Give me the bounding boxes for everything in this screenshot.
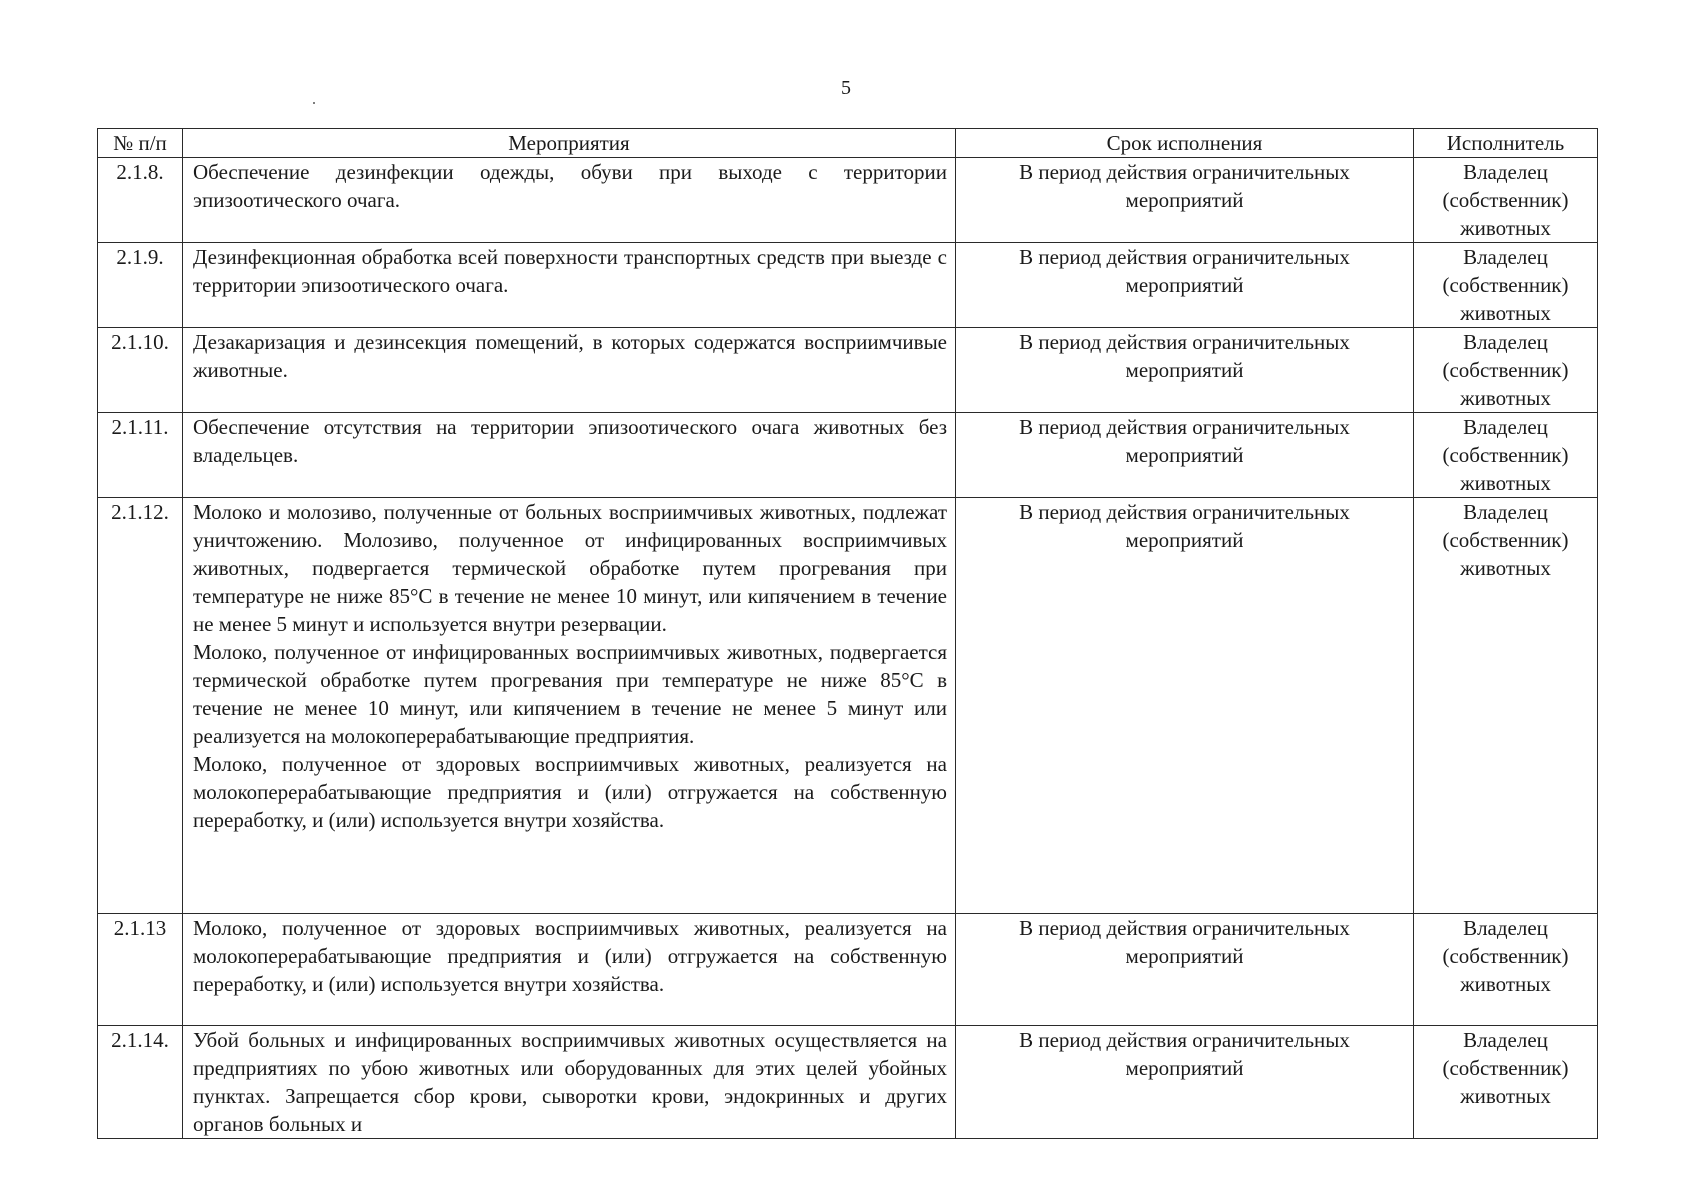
executor-line: животных [1460,556,1551,580]
header-term: Срок исполнения [956,129,1414,158]
term-line: мероприятий [1125,944,1244,968]
table-row [98,328,1598,413]
executor-line: (собственник) [1442,443,1569,467]
row-measure [183,243,956,328]
measure-paragraph: Молоко, полученное от инфицированных восприимчивых животных, подвергается термической обработке путем прогревания при температуре не ниже 85°С в течение не менее 10 минут, или кипячением в течение не менее 5 минут или реализуется на молокоперерабатывающие предприятия. [193,640,947,748]
measure-paragraph: Дезинфекционная обработка всей поверхности транспортных средств при выезде с территории эпизоотического очага. [193,245,947,297]
executor-line: животных [1460,386,1551,410]
row-term [956,413,1414,498]
row-measure [183,1026,956,1139]
row-term [956,1026,1414,1139]
term-line: В период действия ограничительных [1019,1028,1350,1052]
row-term [956,328,1414,413]
scan-speck [313,102,315,104]
row-number: 2.1.14. [98,1026,183,1139]
executor-line: (собственник) [1442,944,1569,968]
term-line: В период действия ограничительных [1019,916,1350,940]
executor-line: Владелец [1463,245,1548,269]
term-line: мероприятий [1125,188,1244,212]
executor-line: животных [1460,972,1551,996]
measure-paragraph: Молоко, полученное от здоровых восприимчивых животных, реализуется на молокоперерабатывающие предприятия и (или) отгружается на собственную переработку, и (или) используется внутри хозяйства. [193,916,947,996]
row-number: 2.1.9. [98,243,183,328]
row-executor [1414,1026,1598,1139]
executor-line: Владелец [1463,160,1548,184]
measure-paragraph: Убой больных и инфицированных восприимчивых животных осуществляется на предприятиях по убою животных или оборудованных для этих целей убойных пунктах. Запрещается сбор крови, сыворотки крови, эндокринных и других органов больных и [193,1028,947,1136]
executor-line: (собственник) [1442,358,1569,382]
term-line: В период действия ограничительных [1019,330,1350,354]
term-line: мероприятий [1125,443,1244,467]
row-executor [1414,498,1598,914]
row-executor [1414,328,1598,413]
table-body [98,158,1598,1139]
executor-line: Владелец [1463,500,1548,524]
executor-line: (собственник) [1442,188,1569,212]
term-line: В период действия ограничительных [1019,415,1350,439]
row-number: 2.1.13 [98,914,183,1026]
row-measure [183,914,956,1026]
term-line: В период действия ограничительных [1019,245,1350,269]
executor-line: (собственник) [1442,273,1569,297]
term-line: мероприятий [1125,358,1244,382]
term-line: мероприятий [1125,1056,1244,1080]
table-row [98,914,1598,1026]
executor-line: животных [1460,216,1551,240]
executor-line: Владелец [1463,415,1548,439]
executor-line: животных [1460,1084,1551,1108]
row-number: 2.1.12. [98,498,183,914]
row-executor [1414,158,1598,243]
measure-paragraph: Молоко и молозиво, полученные от больных восприимчивых животных, подлежат уничтожению. Молозиво, полученное от инфицированных восприимчивых животных, подвергается термической обработке путем прогревания при температуре не ниже 85°С в течение не менее 10 минут, или кипячением в течение не менее 5 минут и используется внутри резервации. [193,500,947,636]
row-term [956,498,1414,914]
executor-line: (собственник) [1442,528,1569,552]
row-number: 2.1.10. [98,328,183,413]
header-row [98,129,1598,158]
page-number: 5 [841,77,851,99]
table-row [98,243,1598,328]
table-header [98,129,1598,158]
header-measures: Мероприятия [183,129,956,158]
measure-paragraph: Молоко, полученное от здоровых восприимчивых животных, реализуется на молокоперерабатывающие предприятия и (или) отгружается на собственную переработку, и (или) используется внутри хозяйства. [193,752,947,832]
row-term [956,914,1414,1026]
row-measure [183,328,956,413]
row-number: 2.1.11. [98,413,183,498]
term-line: мероприятий [1125,528,1244,552]
measures-table [97,128,1598,1139]
row-measure [183,498,956,914]
term-line: В период действия ограничительных [1019,160,1350,184]
table-row [98,158,1598,243]
table-row [98,498,1598,914]
executor-line: Владелец [1463,330,1548,354]
executor-line: животных [1460,301,1551,325]
header-executor: Исполнитель [1414,129,1598,158]
row-number: 2.1.8. [98,158,183,243]
row-executor [1414,413,1598,498]
term-line: мероприятий [1125,273,1244,297]
executor-line: (собственник) [1442,1056,1569,1080]
header-number: № п/п [98,129,183,158]
executor-line: животных [1460,471,1551,495]
measure-paragraph: Обеспечение отсутствия на территории эпизоотического очага животных без владельцев. [193,415,947,467]
measure-paragraph: Обеспечение дезинфекции одежды, обуви при выходе с территории эпизоотического очага. [193,160,947,212]
table-row [98,413,1598,498]
row-executor [1414,243,1598,328]
term-line: В период действия ограничительных [1019,500,1350,524]
row-measure [183,413,956,498]
row-term [956,158,1414,243]
executor-line: Владелец [1463,916,1548,940]
table-row [98,1026,1598,1139]
row-term [956,243,1414,328]
measure-paragraph: Дезакаризация и дезинсекция помещений, в которых содержатся восприимчивые животные. [193,330,947,382]
row-measure [183,158,956,243]
executor-line: Владелец [1463,1028,1548,1052]
row-executor [1414,914,1598,1026]
